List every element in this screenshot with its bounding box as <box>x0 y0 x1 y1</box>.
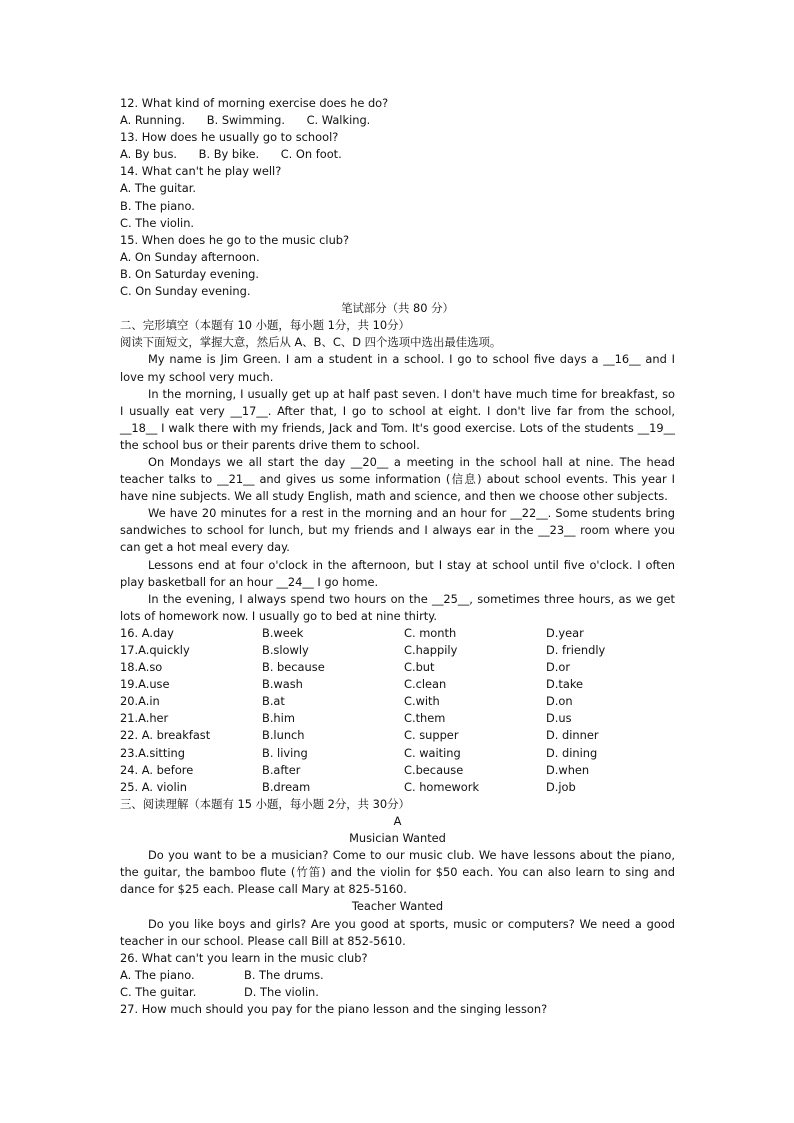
option-b: B. On Saturday evening. <box>120 266 260 281</box>
cloze-options-table <box>120 625 675 796</box>
option-c: C. On Sunday evening. <box>120 284 251 299</box>
question-27: 27. How much should you pay for the piano lesson and the singing lesson? <box>120 1001 548 1016</box>
options-row-17 <box>120 642 675 659</box>
option: B.lunch <box>262 728 305 743</box>
option: D.on <box>546 694 573 709</box>
option: 23.A.sitting <box>120 745 185 760</box>
option: D.job <box>546 779 576 794</box>
reading-heading: 三、阅读理解（本题有 15 小题，每小题 2分，共 30分） <box>120 796 410 811</box>
passage-letter: A <box>393 813 402 828</box>
options-row-25 <box>120 779 675 796</box>
option: 20.A.in <box>120 694 160 709</box>
option: D.when <box>546 762 590 777</box>
written-section-heading: 笔试部分（共 80 分） <box>341 301 454 316</box>
ad-text-teacher: Do you like boys and girls? Are you good at sports, music or computers? We need a good teacher in our school. Please call Bill at 852-5610. <box>120 916 675 948</box>
option: B.him <box>262 711 295 726</box>
option: C.but <box>404 660 435 675</box>
cloze-paragraph: Lessons end at four o'clock in the afternoon, but I stay at school until five o'clock. I often play basketball for an hour __24__ I go home. <box>120 557 675 589</box>
option: C. waiting <box>404 745 461 760</box>
option: D.take <box>546 677 584 692</box>
cloze-heading: 二、完形填空（本题有 10 小题，每小题 1分，共 10分） <box>120 318 410 333</box>
option: C.clean <box>404 677 447 692</box>
options-row-24 <box>120 762 675 779</box>
option: C.happily <box>404 643 458 657</box>
question-12: 12. What kind of morning exercise does he do? <box>120 96 389 110</box>
option-a: A. The guitar. <box>120 181 196 196</box>
option: C.with <box>404 694 440 709</box>
option: 22. A. breakfast <box>120 728 211 743</box>
question-13-options <box>120 146 675 163</box>
option-a: A. By bus. <box>120 147 178 162</box>
option: B.slowly <box>262 643 309 657</box>
option: 16. A.day <box>120 625 174 640</box>
option: D. dining <box>546 745 598 760</box>
option: D. friendly <box>546 643 606 657</box>
option: B. because <box>262 660 325 675</box>
options-row-19 <box>120 676 675 693</box>
options-row-20 <box>120 693 675 710</box>
question-13: 13. How does he usually go to school? <box>120 130 339 145</box>
option-c: C. Walking. <box>306 113 371 128</box>
ad-title-teacher: Teacher Wanted <box>351 899 444 914</box>
option-c: C. The violin. <box>120 215 195 230</box>
option-c: C. On foot. <box>280 147 342 162</box>
option-a: A. Running. <box>120 113 186 128</box>
question-26-options-row1 <box>120 967 675 984</box>
option: 17.A.quickly <box>120 643 190 657</box>
cloze-paragraph: We have 20 minutes for a rest in the morning and an hour for __22__. Some students bring sandwiches to school for lunch, but my friends and I always ear in the __23__ room where you can get a hot meal every day. <box>120 506 675 555</box>
option-b: B. Swimming. <box>206 113 285 128</box>
ad-title-musician: Musician Wanted <box>349 831 446 846</box>
ad-text-musician: Do you want to be a musician? Come to our music club. We have lessons about the piano, the guitar, the bamboo flute (竹笛) and the violin for $50 each. You can also learn to sing and dance for $25 each. Please call Mary at 825-5160. <box>120 848 675 897</box>
option: D.or <box>546 660 571 675</box>
option: 19.A.use <box>120 677 170 692</box>
option: D.year <box>546 625 584 640</box>
option: 21.A.her <box>120 711 169 726</box>
cloze-paragraph: In the morning, I usually get up at half past seven. I don't have much time for breakfast, so I usually eat very __17__. After that, I go to school at eight. I don't live far from the school, __18__ I walk there with my friends, Jack and Tom. It's good exercise. Lots of the students __19__ the school bus or their parents drive them to school. <box>120 386 675 452</box>
options-row-16 <box>120 625 675 642</box>
option-a: A. On Sunday afternoon. <box>120 249 260 264</box>
cloze-paragraph: On Mondays we all start the day __20__ a meeting in the school hall at nine. The head teacher talks to __21__ and gives us some information (信息) about school events. This year I have nine subjects. We all study English, math and science, and then we choose other subjects. <box>120 454 675 504</box>
option: C.because <box>404 762 464 777</box>
options-row-18 <box>120 659 675 676</box>
option-b: B. The drums. <box>244 967 324 982</box>
option-c: C. The guitar. <box>120 984 197 999</box>
option-d: D. The violin. <box>244 984 319 999</box>
option: D. dinner <box>546 728 599 743</box>
question-14: 14. What can't he play well? <box>120 164 282 179</box>
option: C. supper <box>404 728 459 743</box>
question-26-options-row2 <box>120 984 675 1001</box>
option: B.week <box>262 625 304 640</box>
option: B. living <box>262 745 308 760</box>
options-row-21 <box>120 710 675 727</box>
option: C. homework <box>404 779 480 794</box>
option: 24. A. before <box>120 762 194 777</box>
question-15: 15. When does he go to the music club? <box>120 232 350 247</box>
cloze-paragraph: In the evening, I always spend two hours on the __25__, sometimes three hours, as we get lots of homework now. I usually go to bed at nine thirty. <box>120 591 675 623</box>
option: D.us <box>546 711 572 726</box>
question-26: 26. What can't you learn in the music club? <box>120 950 368 965</box>
question-12-options <box>120 112 675 129</box>
option-a: A. The piano. <box>120 967 195 982</box>
option: C. month <box>404 625 457 640</box>
option: B.at <box>262 694 285 709</box>
option-b: B. The piano. <box>120 198 195 213</box>
cloze-paragraph: My name is Jim Green. I am a student in a school. I go to school five days a __16__ and I love my school very much. <box>120 352 675 384</box>
option: C.them <box>404 711 446 726</box>
option: 25. A. violin <box>120 779 187 794</box>
cloze-instruction: 阅读下面短文，掌握大意，然后从 A、B、C、D 四个选项中选出最佳选项。 <box>120 335 502 350</box>
option: B.dream <box>262 779 311 794</box>
options-row-23 <box>120 745 675 762</box>
option-b: B. By bike. <box>198 147 260 162</box>
options-row-22 <box>120 727 675 744</box>
option: B.wash <box>262 677 303 692</box>
option: 18.A.so <box>120 660 163 675</box>
option: B.after <box>262 762 301 777</box>
exam-page <box>120 95 675 1018</box>
